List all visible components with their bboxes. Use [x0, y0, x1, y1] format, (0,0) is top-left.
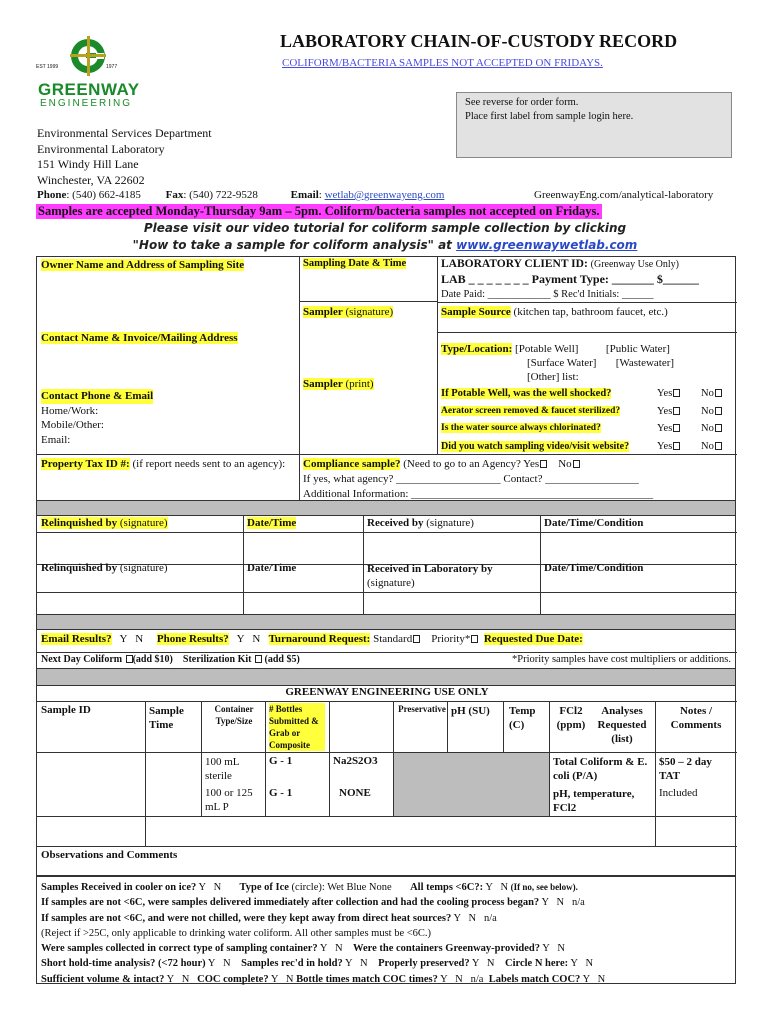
- video-prefix: "How to take a sample for coliform analysis" at: [132, 238, 457, 252]
- r-temps: All temps <6C?:: [410, 882, 484, 893]
- sample-source: [441, 306, 668, 318]
- row2-container: 100 or 125 mL P: [205, 787, 253, 813]
- r-delivered-yn[interactable]: Y N n/a: [541, 897, 585, 909]
- email-link[interactable]: wetlab@greenwayeng.com: [324, 189, 445, 201]
- r-volume-yn[interactable]: Y N: [166, 973, 190, 985]
- date-time-condition-2: Date/Time/Condition: [544, 562, 644, 574]
- address-line-3: 151 Windy Hill Lane: [37, 157, 139, 171]
- r-cooler: Samples Received in cooler on ice?: [41, 882, 197, 893]
- r-container-yn[interactable]: Y N: [319, 943, 343, 955]
- tax-id-label: Property Tax ID #:: [41, 458, 130, 470]
- q2-no[interactable]: No: [701, 405, 714, 417]
- r-cooler-yn[interactable]: Y N: [198, 882, 222, 893]
- col-notes: Notes / Comments: [670, 705, 722, 731]
- row2-bottles: G - 1: [269, 787, 293, 799]
- r-bottle-times: Bottle times match COC times?: [296, 973, 438, 985]
- contact-phone-label: Contact Phone & Email: [41, 390, 154, 402]
- compliance-no-checkbox[interactable]: [573, 460, 580, 468]
- contact-label: Contact Name & Invoice/Mailing Address: [41, 332, 238, 344]
- sampler-print-label: [303, 378, 374, 390]
- compliance-block: [303, 457, 733, 502]
- r-volume: Sufficient volume & intact?: [41, 973, 165, 985]
- standard-checkbox[interactable]: [413, 635, 420, 643]
- receipt-section: [36, 876, 736, 984]
- col-preservative: Preservative: [398, 704, 446, 714]
- lab-payment-line: LAB _ _ _ _ _ _ _ Payment Type: _______ $______: [441, 272, 699, 286]
- question-chlorinated: Is the water source always chlorinated?: [441, 423, 601, 433]
- tax-id-note: (if report needs sent to an agency):: [132, 458, 286, 470]
- sterilization-price: (add $5): [264, 654, 300, 665]
- lab-address: [37, 126, 212, 188]
- r-circle-n: Circle N here:: [504, 958, 569, 970]
- priority-note: *Priority samples have cost multipliers or additions.: [511, 654, 731, 665]
- compliance-yes-checkbox[interactable]: [540, 460, 547, 468]
- sterilization-label: Sterilization Kit: [182, 654, 252, 665]
- r-reject-note: (Reject if >25C, only applicable to drinking water coliform. All other samples must be <6C.): [41, 927, 432, 939]
- home-work-field[interactable]: Home/Work:: [41, 404, 99, 417]
- received-lab-note: (signature): [367, 577, 415, 589]
- received-by-title: Received by: [367, 517, 424, 529]
- contact-phone-block: [41, 389, 153, 447]
- r-heat-yn[interactable]: Y N n/a: [453, 912, 497, 924]
- standard-option[interactable]: Standard: [373, 633, 413, 645]
- r-delivered: If samples are not <6C, were samples delivered immediately after collection and had the cooling process began?: [41, 897, 540, 909]
- separator-bar-1: [36, 501, 736, 515]
- sterilization-checkbox[interactable]: [255, 655, 262, 663]
- row1-notes: $50 – 2 day TAT: [659, 756, 712, 782]
- page-title: LABORATORY CHAIN-OF-CUSTODY RECORD: [280, 31, 678, 51]
- type-options-3[interactable]: [Other] list:: [527, 371, 579, 383]
- tax-id: [41, 457, 291, 471]
- q1-no-checkbox[interactable]: [715, 389, 722, 397]
- sample-source-note: (kitchen tap, bathroom faucet, etc.): [513, 306, 668, 318]
- col-sample-id: Sample ID: [41, 704, 91, 716]
- logo-name: GREENWAY: [38, 80, 140, 99]
- r-ice-options[interactable]: (circle): Wet Blue None: [291, 882, 392, 893]
- sampler-signature-label: [303, 306, 393, 318]
- compliance-no[interactable]: No: [558, 458, 572, 470]
- observations-label: Observations and Comments: [41, 849, 178, 861]
- col-sample-time: Sample Time: [149, 705, 184, 731]
- date-time-2: Date/Time: [247, 562, 297, 574]
- row1-container: 100 mL sterile: [205, 756, 240, 782]
- r-preserved-yn[interactable]: Y N: [471, 958, 495, 970]
- q3-no-checkbox[interactable]: [715, 424, 722, 432]
- r-labels-match: Labels match COC?: [488, 973, 581, 985]
- q1-no[interactable]: No: [701, 388, 714, 399]
- row2-analyses: pH, temperature, FCl2: [553, 788, 635, 814]
- relinquished-1-label: [41, 517, 168, 529]
- type-options-1[interactable]: [Potable Well] [Public Water]: [515, 343, 670, 355]
- r-hold-yn[interactable]: Y N: [207, 958, 231, 970]
- compliance-note: (Need to go to an Agency? Yes: [403, 458, 540, 470]
- contact-line: Phone: (540) 662-4185 Fax: (540) 722-9528 Email: wetlab@greenwayeng.com GreenwayEng.com/analytical-laboratory: [37, 189, 714, 201]
- row2-notes: Included: [659, 787, 698, 799]
- row1-bottles: G - 1: [269, 755, 293, 767]
- received-by-note: (signature): [426, 517, 474, 529]
- r-container-type: Were samples collected in correct type of sampling container?: [41, 943, 318, 955]
- sampler-print-title: Sampler: [303, 378, 343, 390]
- fax-value: : (540) 722-9528: [183, 189, 258, 201]
- address-line-2: Environmental Laboratory: [37, 141, 165, 156]
- separator-bar-2: [36, 615, 736, 629]
- type-location-label: Type/Location:: [441, 343, 513, 355]
- priority-option[interactable]: Priority*: [431, 633, 471, 645]
- r-in-hold-yn[interactable]: Y N: [344, 958, 368, 970]
- address-line-4: Winchester, VA 22602: [37, 172, 145, 187]
- question-aerator: Aerator screen removed & faucet sterilized?: [441, 405, 621, 416]
- questions-block: [441, 385, 735, 455]
- question-video: Did you watch sampling video/visit website?: [441, 440, 630, 452]
- lab-client-label: LABORATORY CLIENT ID:: [441, 258, 588, 270]
- r-bottle-yn[interactable]: Y N n/a: [440, 973, 484, 985]
- r-circle-yn[interactable]: Y N: [570, 958, 594, 970]
- lab-client-id: [441, 258, 679, 270]
- greenway-use-only: GREENWAY ENGINEERING USE ONLY: [285, 686, 489, 698]
- label-note-2: Place first label from sample login here.: [465, 111, 634, 122]
- lab-only-fill: [394, 753, 549, 816]
- q4-yes-checkbox[interactable]: [673, 442, 680, 450]
- type-location: [441, 342, 674, 384]
- relinquished-1-title: Relinquished by: [41, 517, 118, 529]
- sampler-print-note: (print): [345, 378, 374, 390]
- separator-bar-3: [36, 669, 736, 685]
- logo-year-right: 1977: [106, 64, 118, 70]
- agency-line[interactable]: If yes, what agency? ___________________ Contact? _________________: [303, 473, 639, 485]
- q1-yes-checkbox[interactable]: [673, 389, 680, 397]
- phone-label: Phone: [37, 189, 67, 201]
- logo-subtitle: ENGINEERING: [40, 98, 133, 109]
- sampler-sig-label: Sampler: [303, 306, 343, 318]
- logo-year-left: EST 1999: [36, 64, 59, 70]
- q1-yes[interactable]: Yes: [657, 388, 673, 399]
- next-day-price: (add $10): [132, 654, 173, 665]
- sampler-sig-note: (signature): [345, 306, 394, 318]
- q2-yes-checkbox[interactable]: [673, 407, 680, 415]
- next-day-label: Next Day Coliform: [41, 654, 123, 665]
- r-heat: If samples are not <6C, and were not chilled, were they kept away from direct heat sources?: [41, 912, 452, 924]
- page-subtitle: COLIFORM/BACTERIA SAMPLES NOT ACCEPTED ON FRIDAYS.: [282, 57, 603, 69]
- r-ice-type: Type of Ice: [239, 882, 289, 893]
- client-info-section: [36, 256, 736, 501]
- owner-label: Owner Name and Address of Sampling Site: [41, 259, 245, 271]
- q4-no-checkbox[interactable]: [715, 442, 722, 450]
- email-results-label: Email Results?: [41, 633, 112, 645]
- address-line-1: Environmental Services Department: [37, 126, 212, 140]
- col-ph: pH (SU): [451, 705, 490, 717]
- relinquished-2-label: [41, 562, 168, 574]
- acceptance-banner: Samples are accepted Monday-Thursday 9am – 5pm. Coliform/bacteria samples not accepted on Fridays.: [38, 204, 600, 218]
- q3-yes-checkbox[interactable]: [673, 424, 680, 432]
- sampling-date-label: Sampling Date & Time: [303, 258, 407, 269]
- email-label: Email: [290, 189, 319, 201]
- results-section: [36, 629, 736, 669]
- company-logo: [36, 34, 140, 110]
- q2-yes[interactable]: Yes: [657, 405, 673, 417]
- additional-info-line[interactable]: Additional Information: ____________________________________________: [303, 488, 654, 500]
- website-text: GreenwayEng.com/analytical-laboratory: [534, 189, 714, 201]
- r-in-hold: Samples rec'd in hold?: [241, 958, 343, 970]
- compliance-label: Compliance sample?: [303, 458, 401, 470]
- sample-table: [36, 685, 736, 876]
- type-options-2[interactable]: [Surface Water] [Wastewater]: [527, 357, 675, 369]
- fax-label: Fax: [165, 189, 184, 201]
- email-field[interactable]: Email:: [41, 433, 71, 446]
- r-preserved: Properly preserved?: [378, 958, 470, 970]
- q4-no[interactable]: No: [701, 440, 714, 452]
- video-line-2: [0, 238, 770, 252]
- r-greenway-provided: Were the containers Greenway-provided?: [353, 943, 540, 955]
- col-container: Container Type/Size: [214, 704, 254, 726]
- q3-yes[interactable]: Yes: [657, 423, 673, 434]
- priority-checkbox[interactable]: [471, 635, 478, 643]
- received-lab-title: Received in Laboratory by: [367, 563, 493, 575]
- row1-analyses: Total Coliform & E. coli (P/A): [553, 756, 648, 782]
- mobile-other-field[interactable]: Mobile/Other:: [41, 419, 104, 431]
- relinquished-1-note: (signature): [119, 517, 168, 529]
- phone-results-yn[interactable]: Y N: [236, 633, 261, 645]
- date-time-condition-1: Date/Time/Condition: [544, 517, 644, 529]
- col-temp: Temp (C): [509, 705, 536, 731]
- r-greenway-yn[interactable]: Y N: [542, 943, 565, 955]
- next-day-checkbox[interactable]: [126, 655, 133, 663]
- video-link[interactable]: www.greenwaywetlab.com: [456, 238, 638, 252]
- q4-yes[interactable]: Yes: [657, 440, 673, 452]
- received-by-label: [367, 517, 474, 529]
- date-paid-line: Date Paid: ____________ $ Rec'd Initials: ______: [441, 289, 654, 300]
- question-well-shocked: If Potable Well, was the well shocked?: [441, 388, 612, 399]
- relinquished-2-title: Relinquished by: [41, 562, 118, 574]
- r-coc-complete: COC complete?: [197, 973, 269, 985]
- date-time-1: Date/Time: [247, 517, 297, 529]
- sample-source-label: Sample Source: [441, 306, 511, 318]
- video-line-1: Please visit our video tutorial for coliform sample collection by clicking: [143, 221, 627, 235]
- email-results-yn[interactable]: Y N: [119, 633, 144, 645]
- r-coc-yn[interactable]: Y N: [270, 973, 294, 985]
- row2-preservative: NONE: [339, 787, 371, 799]
- r-hold-time: Short hold-time analysis? (<72 hour): [41, 958, 206, 970]
- relinquished-2-note: (signature): [119, 562, 168, 574]
- label-note-1: See reverse for order form.: [465, 97, 579, 108]
- phone-value: : (540) 662-4185: [66, 189, 141, 201]
- received-lab-label: [367, 562, 537, 590]
- q2-no-checkbox[interactable]: [715, 407, 722, 415]
- col-fcl2: FCl2 (ppm): [556, 705, 586, 731]
- r-temps-note: (If no, see below).: [510, 882, 578, 892]
- results-line: [41, 633, 583, 645]
- row1-preservative: Na2S2O3: [333, 755, 378, 767]
- col-bottles: # Bottles Submitted & Grab or Composite: [269, 703, 325, 751]
- custody-section: [36, 515, 736, 615]
- r-temps-yn[interactable]: Y N: [485, 882, 509, 893]
- due-date-label: Requested Due Date:: [483, 633, 583, 645]
- r-labels-yn[interactable]: Y N: [582, 973, 606, 985]
- q3-no[interactable]: No: [701, 423, 714, 434]
- sample-label-box: [456, 92, 732, 158]
- col-analyses: Analyses Requested (list): [597, 705, 647, 745]
- lab-client-note: (Greenway Use Only): [590, 259, 679, 270]
- phone-results-label: Phone Results?: [156, 633, 229, 645]
- addons-line: [41, 654, 300, 665]
- turnaround-label: Turnaround Request:: [268, 633, 371, 645]
